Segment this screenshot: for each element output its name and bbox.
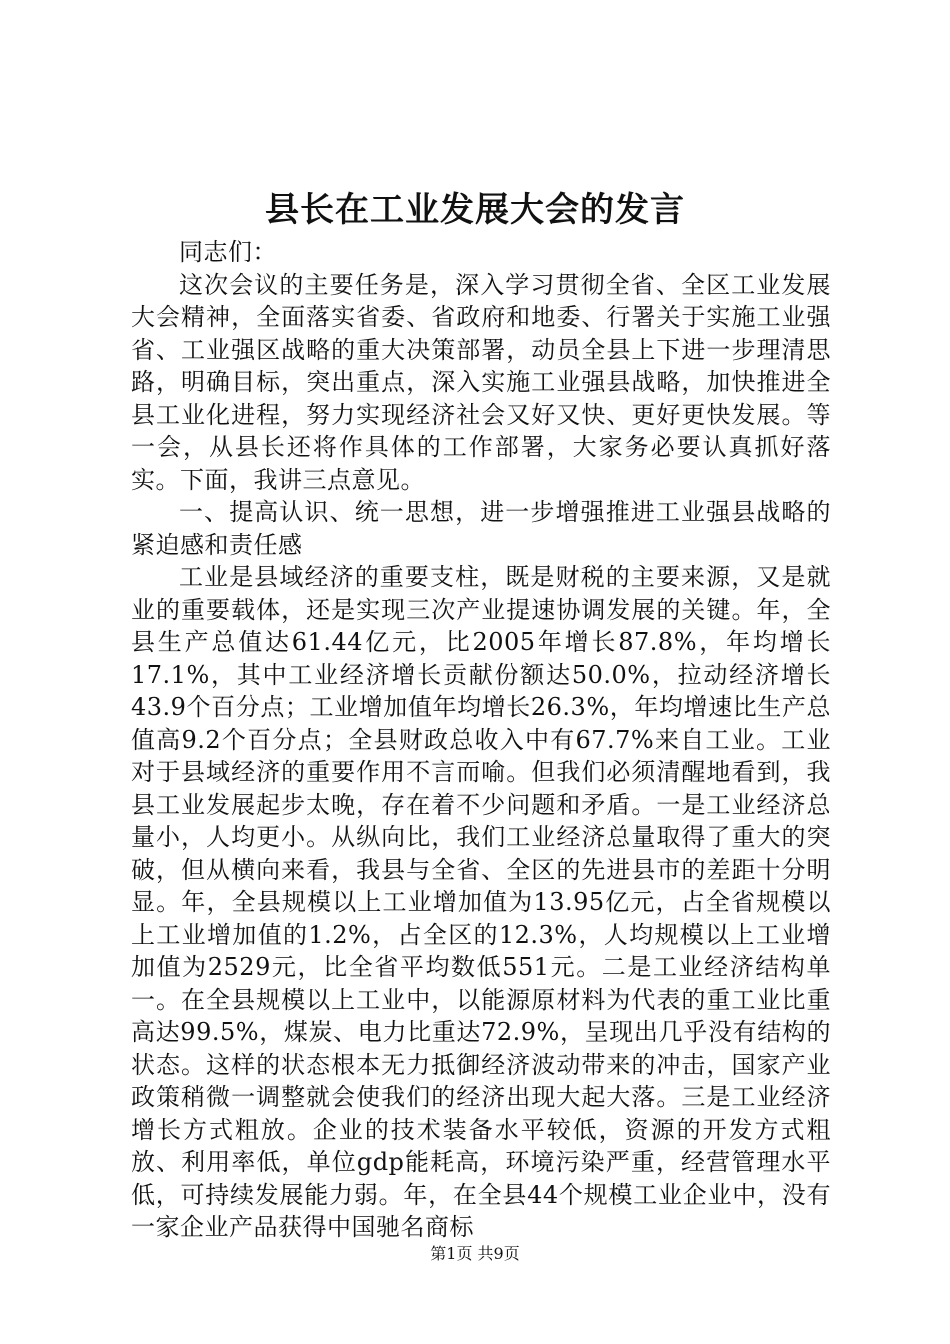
document-body (131, 236, 831, 1244)
paragraph-industry: 工业是县域经济的重要支柱，既是财税的主要来源，又是就业的重要载体，还是实现三次产业提速协调发展的关键。年，全县生产总值达61.44亿元，比2005年增长87.8%，年均增长17.1%，其中工业经济增长贡献份额达50.0%，拉动经济增长43.9个百分点；工业增加值年均增长26.3%，年均增速比生产总值高9.2个百分点；全县财政总收入中有67.7%来自工业。工业对于县域经济的重要作用不言而喻。但我们必须清醒地看到，我县工业发展起步太晚，存在着不少问题和矛盾。一是工业经济总量小，人均更小。从纵向比，我们工业经济总量取得了重大的突破，但从横向来看，我县与全省、全区的先进县市的差距十分明显。年，全县规模以上工业增加值为13.95亿元，占全省规模以上工业增加值的1.2%，占全区的12.3%，人均规模以上工业增加值为2529元，比全省平均数低551元。二是工业经济结构单一。在全县规模以上工业中，以能源原材料为代表的重工业比重高达99.5%，煤炭、电力比重达72.9%，呈现出几乎没有结构的状态。这样的状态根本无力抵御经济波动带来的冲击，国家产业政策稍微一调整就会使我们的经济出现大起大落。三是工业经济增长方式粗放。企业的技术装备水平较低，资源的开发方式粗放、利用率低，单位gdp能耗高，环境污染严重，经营管理水平低，可持续发展能力弱。年，在全县44个规模工业企业中，没有一家企业产品获得中国驰名商标 (131, 563, 831, 1241)
salutation: 同志们： (179, 238, 277, 266)
section-heading-1: 一、提高认识、统一思想，进一步增强推进工业强县战略的紧迫感和责任感 (131, 498, 831, 559)
paragraph-intro: 这次会议的主要任务是，深入学习贯彻全省、全区工业发展大会精神，全面落实省委、省政府和地委、行署关于实施工业强省、工业强区战略的重大决策部署，动员全县上下进一步理清思路，明确目标，突出重点，深入实施工业强县战略，加快推进全县工业化进程，努力实现经济社会又好又快、更好更快发展。等一会，从县长还将作具体的工作部署，大家务必要认真抓好落实。下面，我讲三点意见。 (131, 270, 831, 494)
document-title: 县长在工业发展大会的发言 (265, 190, 685, 230)
page-footer: 第1页 共9页 (430, 1244, 520, 1263)
